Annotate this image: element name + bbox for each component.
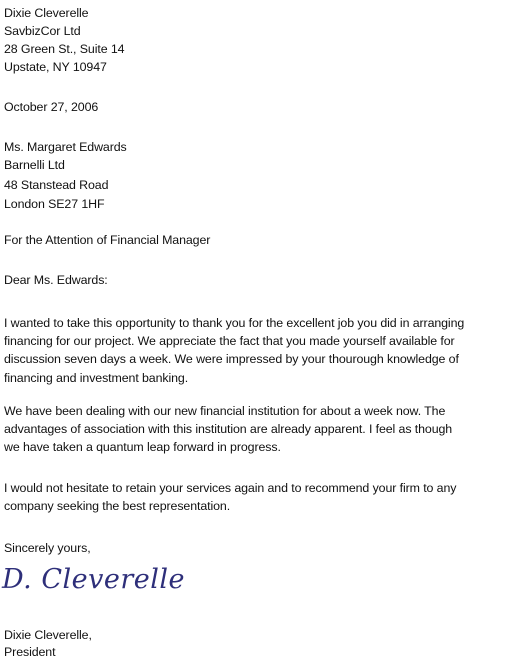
sender-street: 28 Green St., Suite 14: [4, 42, 125, 56]
paragraph-line: company seeking the best representation.: [4, 499, 231, 514]
signer-title: President: [4, 645, 56, 659]
attention-line: For the Attention of Financial Manager: [4, 233, 211, 247]
paragraph-line: we have taken a quantum leap forward in progress.: [4, 440, 281, 455]
business-letter: [4, 0, 519, 662]
paragraph-line: I would not hesitate to retain your services again and to recommend your firm to any: [4, 481, 457, 495]
sender-name: Dixie Cleverelle: [4, 6, 89, 20]
recipient-street: 48 Stanstead Road: [4, 178, 109, 192]
body-paragraph-2: [4, 402, 519, 457]
recipient-name: Ms. Margaret Edwards: [4, 140, 127, 154]
paragraph-line: We have been dealing with our new financial institution for about a week now. The: [4, 404, 446, 418]
body-paragraph-3: [4, 479, 519, 515]
signer-name: Dixie Cleverelle,: [4, 628, 92, 642]
recipient-company: Barnelli Ltd: [4, 158, 65, 172]
recipient-city: London SE27 1HF: [4, 197, 105, 211]
handwritten-signature: D. Cleverelle: [2, 564, 185, 595]
paragraph-line: discussion seven days a week. We were impressed by your thourough knowledge of: [4, 352, 459, 367]
paragraph-line: financing and investment banking.: [4, 370, 189, 385]
paragraph-line: financing for our project. We appreciate the fact that you made yourself available for: [4, 334, 455, 349]
paragraph-line: I wanted to take this opportunity to thank you for the excellent job you did in arranging: [4, 316, 465, 330]
body-paragraph-1: [4, 314, 519, 387]
salutation: Dear Ms. Edwards:: [4, 273, 108, 287]
sender-company: SavbizCor Ltd: [4, 24, 81, 38]
closing-line: Sincerely yours,: [4, 541, 91, 555]
letter-date: October 27, 2006: [4, 100, 99, 114]
sender-city: Upstate, NY 10947: [4, 60, 107, 74]
paragraph-line: advantages of association with this institution are already apparent. I feel as though: [4, 422, 453, 437]
